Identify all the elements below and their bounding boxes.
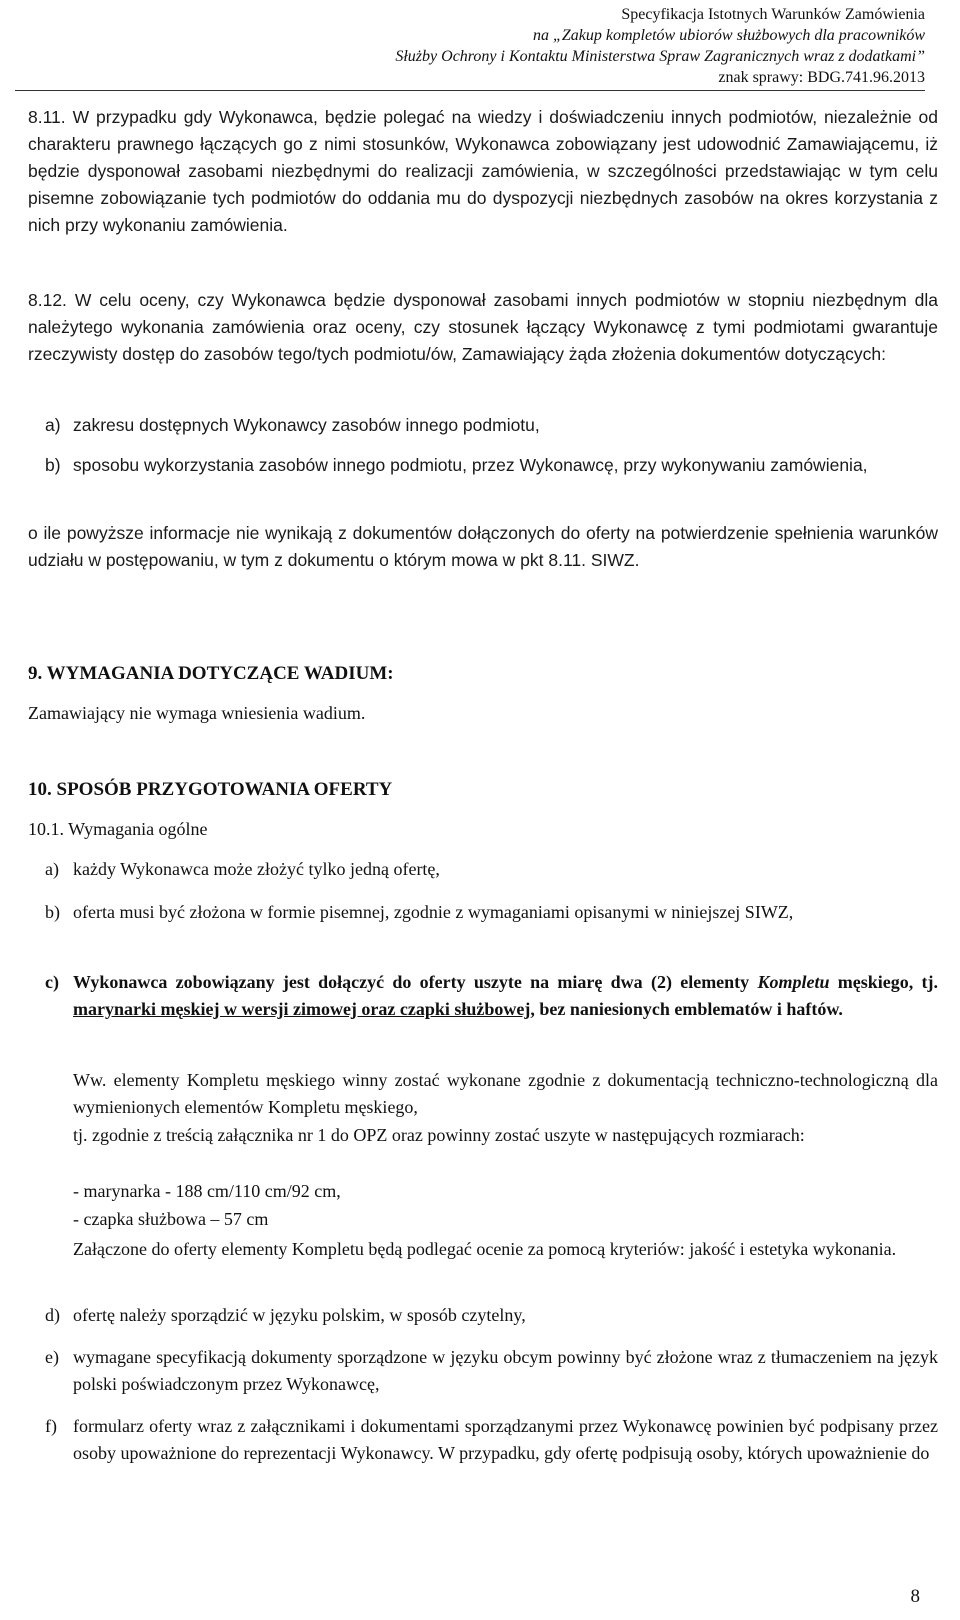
header-divider [15, 90, 925, 91]
list-label: f) [45, 1416, 57, 1436]
list-item [45, 1413, 938, 1467]
list-text: męskiego, tj. [829, 972, 938, 992]
list-item [45, 452, 938, 479]
list-text: każdy Wykonawca może złożyć tylko jedną ofertę, [73, 859, 440, 879]
section-9-text: Zamawiający nie wymaga wniesienia wadium. [28, 703, 366, 723]
paragraph-text: o ile powyższe informacje nie wynikają z dokumentów dołączonych do oferty na potwierdzenie spełnienia warunków udziału w postępowaniu, w tym z dokumentu o którym mowa w pkt 8.11. SIWZ. [28, 523, 938, 570]
list-label: a) [45, 415, 61, 435]
header-case-number: znak sprawy: BDG.741.96.2013 [718, 69, 925, 86]
list-text-italic: Kompletu [757, 972, 830, 992]
section-text: W celu oceny, czy Wykonawca będzie dysponował zasobami innych podmiotów w stopniu niezbędnym dla należytego wykonania zamówienia oraz oceny, czy stosunek łączący Wykonawcę z tymi podmiotami gwarantuje rzeczywisty dostęp do zasobów tego/tych podmiotu/ów, Zamawiający żąda złożenia dokumentów dotyczących: [28, 290, 938, 364]
list-item [45, 899, 938, 926]
list-item [45, 1302, 938, 1329]
header-title: Specyfikacja Istotnych Warunków Zamówienia [621, 6, 925, 23]
list-text: oferta musi być złożona w formie pisemnej, zgodnie z wymaganiami opisanymi w niniejszej SIWZ, [73, 902, 794, 922]
list-text: ofertę należy sporządzić w języku polskim, w sposób czytelny, [73, 1305, 526, 1325]
item-c-note: tj. zgodnie z treścią załącznika nr 1 do OPZ oraz powinny zostać uszyte w następujących rozmiarach: [73, 1125, 805, 1145]
section-9-heading: 9. WYMAGANIA DOTYCZĄCE WADIUM: [28, 663, 394, 684]
list-label: b) [45, 902, 60, 922]
section-10-heading: 10. SPOSÓB PRZYGOTOWANIA OFERTY [28, 779, 393, 800]
size-line: - marynarka - 188 cm/110 cm/92 cm, [73, 1181, 341, 1201]
list-label: e) [45, 1347, 59, 1367]
list-item [45, 1344, 938, 1398]
list-text: sposobu wykorzystania zasobów innego podmiotu, przez Wykonawcę, przy wykonywaniu zamówienia, [73, 455, 868, 475]
list-text: formularz oferty wraz z załącznikami i dokumentami sporządzanymi przez Wykonawcę powinien być podpisany przez osoby upoważnione do reprezentacji Wykonawcy. W przypadku, gdy ofertę podpisują osoby, których upoważnienie do [73, 1416, 938, 1463]
list-label: b) [45, 455, 61, 475]
subsection-10-1: 10.1. Wymagania ogólne [28, 819, 208, 839]
section-text: W przypadku gdy Wykonawca, będzie polegać na wiedzy i doświadczeniu innych podmiotów, niezależnie od charakteru prawnego łączących go z nimi stosunków, Wykonawca zobowiązany jest udowodnić Zamawiającemu, iż będzie dysponował zasobami niezbędnymi do realizacji zamówienia, w szczególności przedstawiając w tym celu pisemne zobowiązanie tych podmiotów do oddania mu do dyspozycji niezbędnych zasobów na okres korzystania z nich przy wykonaniu zamówienia. [28, 107, 938, 235]
section-8-12-closing [28, 520, 938, 574]
header-subject-line1: na „Zakup kompletów ubiorów służbowych dla pracowników [533, 27, 925, 44]
list-text: Wykonawca zobowiązany jest dołączyć do oferty uszyte na miarę dwa (2) elementy [73, 972, 758, 992]
header-subject-line2: Służby Ochrony i Kontaktu Ministerstwa Spraw Zagranicznych wraz z dodatkami” [395, 48, 925, 65]
section-number: 8.11. [28, 107, 66, 127]
list-item [45, 969, 938, 1023]
size-line: - czapka służbowa – 57 cm [73, 1209, 269, 1229]
item-c-note: Załączone do oferty elementy Kompletu będą podlegać ocenie za pomocą kryteriów: jakość i estetyka wykonania. [73, 1239, 897, 1259]
section-number: 8.12. [28, 290, 67, 310]
list-item [45, 856, 938, 883]
item-c-note: Ww. elementy Kompletu męskiego winny zostać wykonane zgodnie z dokumentacją techniczno-technologiczną dla wymienionych elementów Kompletu męskiego, [73, 1070, 938, 1117]
list-text-underlined: marynarki męskiej w wersji zimowej oraz czapki służbowej [73, 999, 531, 1019]
list-label: d) [45, 1305, 60, 1325]
document-header [395, 4, 925, 88]
list-label: a) [45, 859, 59, 879]
page-number: 8 [910, 1586, 920, 1607]
list-text: wymagane specyfikacją dokumenty sporządzone w języku obcym powinny być złożone wraz z tłumaczeniem na język polski poświadczonym przez Wykonawcę, [73, 1347, 938, 1394]
list-label: c) [45, 972, 59, 992]
list-text: zakresu dostępnych Wykonawcy zasobów innego podmiotu, [73, 415, 540, 435]
section-8-11 [28, 104, 938, 239]
section-8-12 [28, 287, 938, 368]
list-text: , bez naniesionych emblematów i haftów. [530, 999, 843, 1019]
list-item [45, 412, 938, 439]
